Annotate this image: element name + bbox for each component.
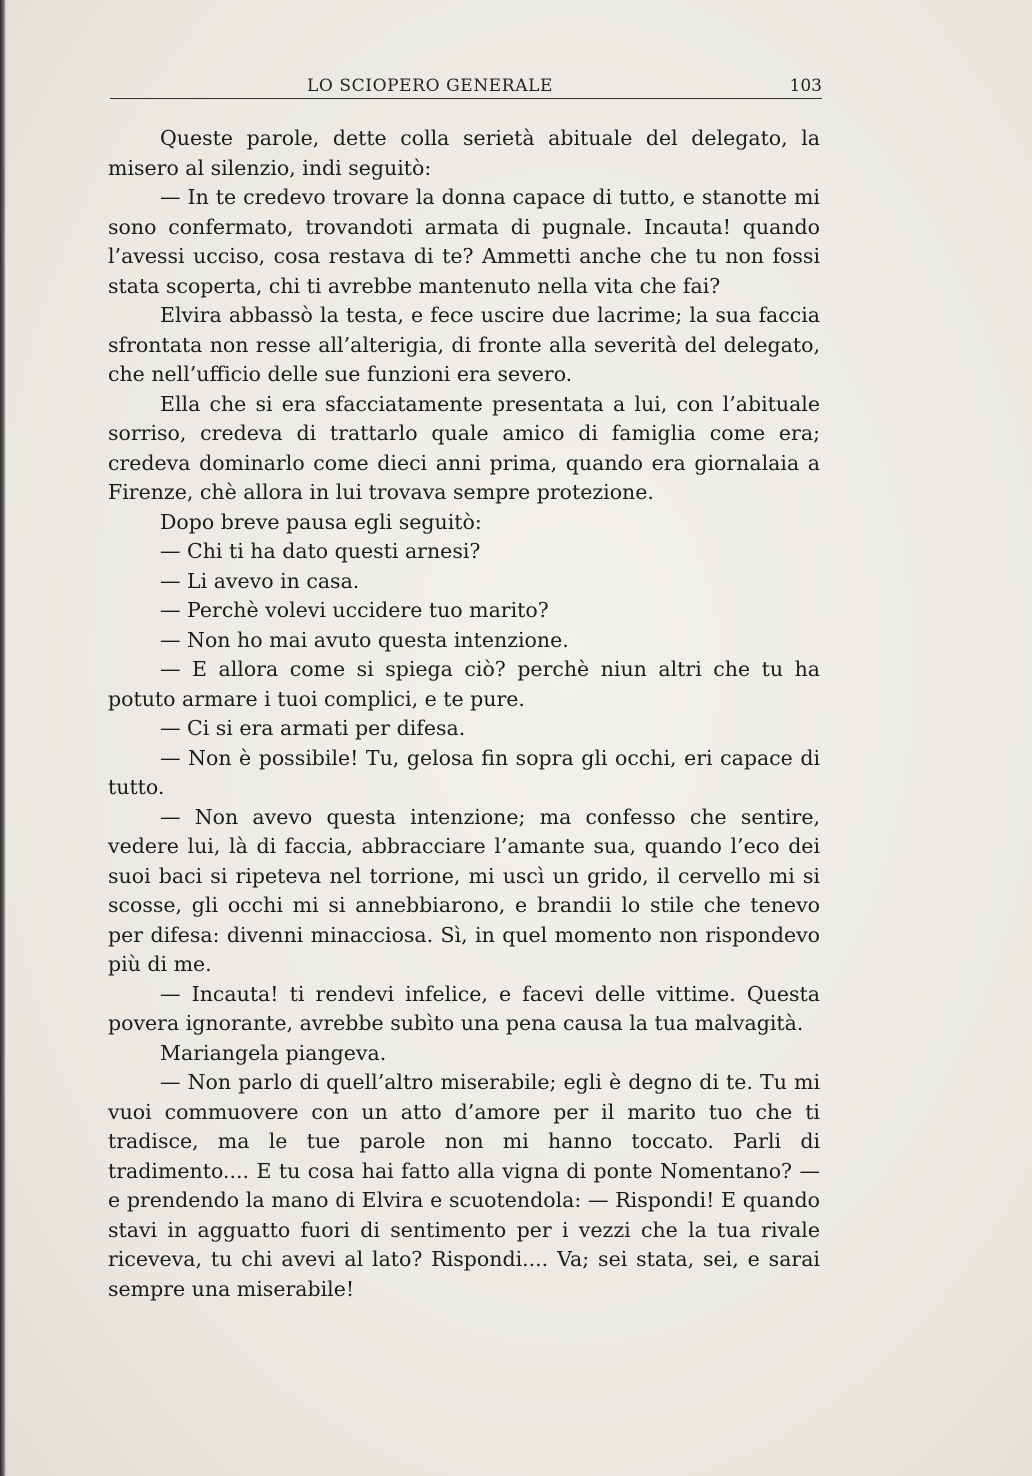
page-number: 103 [789,76,822,96]
paragraph: — E allora come si spiega ciò? perchè niun altri che tu ha potuto armare i tuoi complici, e te pure. [108,657,820,711]
paragraph: — Li avevo in casa. [160,568,360,593]
page-header [110,72,822,102]
paragraph: — Chi ti ha dato questi arnesi? [160,539,481,563]
paragraph: — Non parlo di quell’altro miserabile; egli è degno di te. Tu mi vuoi commuovere con un atto d’amore per il marito tuo che ti tradisce, ma le tue parole non mi hanno toccato. Parli di tradimento.... E tu cosa hai fatto alla vigna di ponte Nomentano? — e prendendo la mano di Elvira e scuotendola: — Rispondi! E quando stavi in agguatto fuori di sentimento per i vezzi che la tua rivale riceveva, tu chi avevi al lato? Rispondi.... Va; sei stata, sei, e sarai sempre una miserabile! [108,1070,820,1301]
paragraph: — Non è possibile! Tu, gelosa fin sopra gli occhi, eri capace di tutto. [108,745,820,799]
paragraph: Dopo breve pausa egli seguitò: [160,509,482,534]
running-title: LO SCIOPERO GENERALE [307,76,553,96]
paragraph: — Ci si era armati per difesa. [160,716,466,740]
paragraph: — Perchè volevi uccidere tuo marito? [160,598,549,622]
paragraph: — Incauta! ti rendevi infelice, e facevi delle vittime. Questa povera ignorante, avrebbe subìto una pena causa la tua malvagità. [108,981,820,1035]
binding-shadow [0,0,6,1476]
paragraph: — Non ho mai avuto questa intenzione. [160,627,569,652]
paragraph: Ella che si era sfacciatamente presentata a lui, con l’abituale sorriso, credeva di trattarlo quale amico di famiglia come era; credeva dominarlo come dieci anni prima, quando era giornalaia a Firenze, chè allora in lui trovava sempre protezione. [108,391,820,504]
paragraph: Queste parole, dette colla serietà abituale del delegato, la misero al silenzio, indi seguitò: [108,126,820,180]
header-rule [110,98,822,99]
paragraph: — Non avevo questa intenzione; ma confesso che sentire, vedere lui, là di faccia, abbracciare l’amante sua, quando l’eco dei suoi baci si ripeteva nel torrione, mi uscì un grido, il cervello mi si scosse, gli occhi mi si annebbiarono, e brandii lo stile che tenevo per difesa: divenni minacciosa. Sì, in quel momento non rispondevo più di me. [108,804,820,976]
body-text [108,124,820,1304]
paragraph: Elvira abbassò la testa, e fece uscire due lacrime; la sua faccia sfrontata non resse all’alterigia, di fronte alla severità del delegato, che nell’ufficio delle sue funzioni era severo. [108,303,820,386]
paragraph: — In te credevo trovare la donna capace di tutto, e stanotte mi sono confermato, trovandoti armata di pugnale. Incauta! quando l’avessi ucciso, cosa restava di te? Ammetti anche che tu non fossi stata scoperta, chi ti avrebbe mantenuto nella vita che fai? [108,185,820,298]
paragraph: Mariangela piangeva. [160,1040,387,1065]
